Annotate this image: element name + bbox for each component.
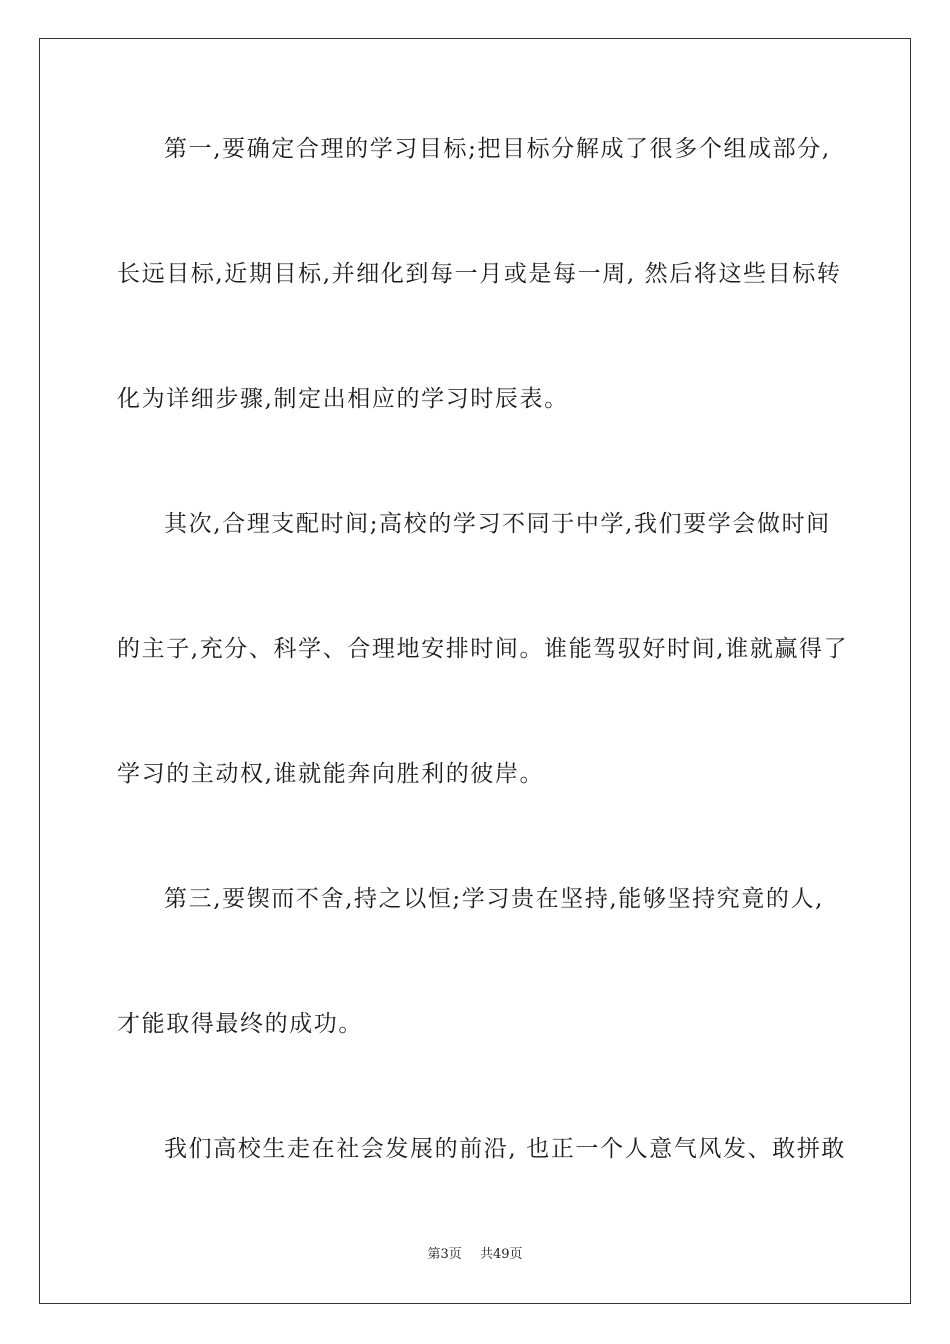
paragraph-1-line-2: 长远目标,近期目标,并细化到每一月或是每一周, 然后将这些目标转 bbox=[117, 261, 842, 287]
page-border bbox=[39, 38, 911, 1304]
paragraph-3-line-2: 才能取得最终的成功。 bbox=[117, 1011, 363, 1037]
page-total: 共49页 bbox=[479, 1247, 523, 1262]
paragraph-2-line-2: 的主子,充分、科学、合理地安排时间。谁能驾驭好时间,谁就赢得了 bbox=[117, 636, 849, 662]
page-number: 第3页 bbox=[427, 1247, 462, 1262]
page-footer bbox=[0, 1246, 950, 1264]
paragraph-1-line-3: 化为详细步骤,制定出相应的学习时辰表。 bbox=[117, 386, 569, 412]
paragraph-3-line-1: 第三,要锲而不舍,持之以恒;学习贵在坚持,能够坚持究竟的人, bbox=[164, 886, 824, 912]
paragraph-1-line-1: 第一,要确定合理的学习目标;把目标分解成了很多个组成部分, bbox=[164, 136, 831, 162]
paragraph-2-line-1: 其次,合理支配时间;高校的学习不同于中学,我们要学会做时间 bbox=[164, 511, 831, 537]
paragraph-2-line-3: 学习的主动权,谁就能奔向胜利的彼岸。 bbox=[117, 761, 545, 787]
paragraph-4-line-1: 我们高校生走在社会发展的前沿, 也正一个人意气风发、敢拼敢 bbox=[164, 1136, 847, 1162]
